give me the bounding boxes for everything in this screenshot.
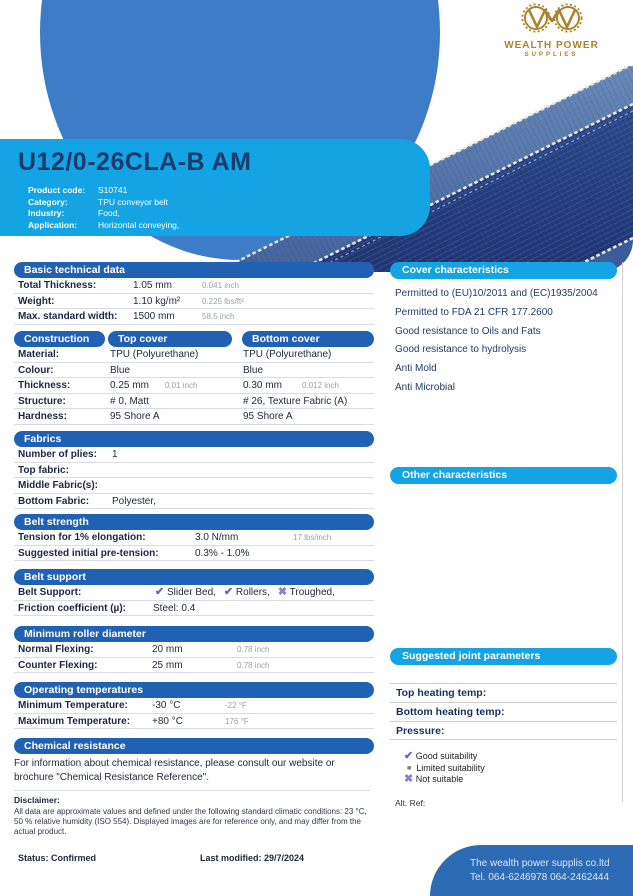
cross-icon: ✖ (404, 773, 414, 785)
table-row (14, 363, 374, 379)
logo-subtext: SUPPLIES (524, 52, 579, 58)
table-row (14, 658, 374, 674)
wealth-power-logo-icon (477, 0, 627, 36)
legend-label: Limited suitability (416, 762, 485, 773)
list-item: Permitted to FDA 21 CFR 177.2600 (395, 306, 553, 318)
meta-label: Category: (28, 196, 68, 207)
row-label: Colour: (18, 364, 54, 376)
row-label: Weight: (18, 295, 55, 307)
bottom-cover-value: Blue (243, 364, 264, 376)
section-header-suggested-joint-parameters: Suggested joint parameters (390, 648, 617, 665)
disclaimer (14, 795, 374, 837)
footer-phone: Tel. 064-6246978 064-2462444 (470, 872, 610, 883)
table-row (14, 278, 374, 294)
table-row: Bottom heating temp: (390, 702, 617, 721)
meta-value: Horizontal conveying, (98, 219, 180, 230)
table-row (14, 530, 374, 546)
meta-value: Food, (98, 208, 120, 218)
row-label: Number of plies: (18, 449, 97, 460)
row-label: Total Thickness: (18, 280, 97, 291)
table-row: Top heating temp: (390, 683, 617, 702)
section-basic-technical-data (14, 262, 374, 325)
column-header-bottom-cover: Bottom cover (242, 331, 374, 347)
meta-value: S10741 (98, 185, 128, 195)
table-row (14, 347, 374, 363)
section-header-cover-characteristics: Cover characteristics (390, 262, 617, 279)
row-alt-value: 17 lbs/inch (293, 533, 332, 542)
top-cover-alt: 0.01 inch (165, 381, 198, 390)
section-header: Minimum roller diameter (14, 626, 374, 642)
top-cover-value: 0.25 mm (110, 380, 149, 391)
row-value: 3.0 N/mm (195, 532, 239, 543)
table-row (14, 478, 374, 494)
belt-support-values (155, 585, 343, 600)
support-item (278, 587, 335, 598)
row-label: Counter Flexing: (18, 659, 98, 671)
row-alt-value: 58.5 inch (202, 312, 235, 321)
title-band (0, 139, 430, 236)
table-row (14, 294, 374, 310)
section-chemical-resistance (14, 738, 374, 791)
bottom-cover-alt: 0.012 inch (302, 381, 339, 390)
section-header: Belt support (14, 569, 374, 585)
list-item: Anti Microbial (395, 381, 456, 393)
legend-item (404, 751, 485, 763)
table-row (14, 394, 374, 410)
table-row (14, 601, 374, 617)
legend-item (404, 774, 485, 786)
bottom-cover-value: 0.30 mm (243, 380, 282, 391)
row-label: Thickness: (18, 380, 71, 391)
section-header: Belt strength (14, 514, 374, 530)
disclaimer-text: All data are approximate values and defined under the following standard climatic conditions: 23 °C, 50 % relative humidity (ISO 554). Displayed images are for reference only, and may differ from the actual product. (14, 807, 367, 836)
section-belt-strength (14, 514, 374, 561)
logo-text: WEALTH POWER (504, 40, 599, 51)
row-label: Normal Flexing: (18, 644, 94, 655)
row-value: +80 °C (152, 715, 183, 727)
last-modified-text: Last modified: 29/7/2024 (200, 853, 305, 863)
meta-label: Product code: (28, 185, 86, 195)
status-bar (14, 853, 374, 865)
table-row (14, 494, 374, 510)
product-title: U12/0-26CLA-B AM (18, 148, 252, 176)
section-minimum-roller-diameter (14, 626, 374, 673)
list-item: Permitted to (EU)10/2011 and (EC)1935/2004 (395, 288, 598, 299)
status-text: Status: Confirmed (18, 853, 97, 863)
row-value: 1500 mm (133, 311, 175, 322)
suitability-legend (404, 751, 485, 786)
row-alt-value: 0.78 inch (237, 645, 270, 654)
bottom-cover-value: # 26, Texture Fabric (A) (243, 395, 348, 407)
row-value: 1.10 kg/m² (133, 295, 181, 307)
top-cover-value: Blue (110, 364, 131, 376)
section-header: Construction (14, 331, 105, 347)
bottom-cover-value: TPU (Polyurethane) (243, 349, 332, 360)
support-item (155, 587, 216, 598)
check-icon: ✔ (223, 586, 234, 598)
list-item: Anti Mold (395, 363, 437, 375)
row-label: Hardness: (18, 411, 67, 422)
row-label: Maximum Temperature: (18, 715, 131, 727)
row-value: Steel: 0.4 (153, 602, 196, 614)
construction-headers (14, 331, 374, 347)
row-label: Belt Support: (18, 587, 82, 598)
list-item: Good resistance to hydrolysis (395, 344, 527, 356)
row-label: Friction coefficient (µ): (18, 602, 126, 614)
section-header: Fabrics (14, 431, 374, 447)
table-row (14, 714, 374, 730)
footer-company: The wealth power supplis co.ltd (470, 858, 610, 869)
table-row (14, 463, 374, 479)
support-item-label: Slider Bed, (167, 587, 216, 598)
table-row (14, 546, 374, 562)
right-column-divider (622, 262, 623, 802)
row-alt-value: 0.78 inch (237, 660, 270, 670)
bottom-cover-value: 95 Shore A (243, 411, 293, 422)
row-value: Polyester, (112, 495, 156, 507)
support-item (224, 587, 270, 598)
row-label: Middle Fabric(s): (18, 480, 99, 491)
check-icon: ✔ (404, 750, 414, 762)
table-row (14, 585, 374, 601)
square-icon: ■ (407, 764, 412, 772)
table-row (14, 642, 374, 658)
section-header: Basic technical data (14, 262, 374, 278)
top-cover-value: TPU (Polyurethane) (110, 349, 199, 360)
row-label: Minimum Temperature: (18, 700, 128, 711)
legend-item (404, 763, 485, 775)
cover-characteristics-list (395, 285, 598, 398)
row-value: 25 mm (152, 659, 183, 671)
row-alt-value: 0.041 inch (202, 281, 239, 290)
disclaimer-title: Disclaimer: (14, 795, 60, 805)
support-item-label: Troughed, (289, 587, 335, 598)
alt-ref-label: Alt. Ref: (395, 798, 426, 808)
section-operating-temperatures (14, 682, 374, 729)
row-label: Bottom Fabric: (18, 495, 90, 507)
row-label: Structure: (18, 395, 66, 407)
table-row (14, 409, 374, 425)
section-belt-support (14, 569, 374, 616)
support-item-label: Rollers, (235, 587, 270, 598)
row-value: 1 (112, 449, 118, 460)
legend-label: Good suitability (415, 751, 478, 761)
top-cover-value: 95 Shore A (110, 411, 160, 422)
row-value: 20 mm (152, 644, 183, 655)
table-row: Pressure: (390, 721, 617, 740)
row-alt-value: 0.225 lbs/ft² (202, 296, 244, 306)
footer (430, 845, 633, 896)
row-alt-value: 176 °F (225, 716, 249, 726)
row-value: -30 °C (152, 700, 181, 711)
legend-label: Not suitable (415, 774, 464, 784)
left-column (14, 262, 374, 863)
top-cover-value: # 0, Matt (110, 395, 149, 407)
joint-parameter-rows (390, 683, 617, 740)
table-row (14, 698, 374, 714)
list-item: Good resistance to Oils and Fats (395, 325, 541, 337)
meta-value: TPU conveyor belt (98, 196, 168, 207)
cross-icon: ✖ (277, 586, 288, 598)
row-label: Top fabric: (18, 464, 69, 476)
section-header: Operating temperatures (14, 682, 374, 698)
meta-label: Application: (28, 219, 78, 230)
section-construction (14, 331, 374, 425)
row-label: Max. standard width: (18, 311, 118, 322)
product-meta (28, 185, 179, 231)
row-value: 0.3% - 1.0% (195, 547, 250, 559)
table-row (14, 378, 374, 394)
column-header-top-cover: Top cover (108, 331, 232, 347)
table-row (14, 447, 374, 463)
section-header-other-characteristics: Other characteristics (390, 467, 617, 484)
row-label: Tension for 1% elongation: (18, 532, 146, 543)
section-header: Chemical resistance (14, 738, 374, 754)
table-row (14, 309, 374, 325)
chemical-resistance-text: For information about chemical resistance, please consult our website or brochure "Chemical Resistance Reference". (14, 757, 370, 791)
row-label: Suggested initial pre-tension: (18, 547, 159, 559)
company-logo (470, 0, 633, 66)
check-icon: ✔ (155, 586, 165, 598)
row-label: Material: (18, 349, 60, 360)
section-fabrics (14, 431, 374, 509)
row-alt-value: -22 °F (225, 701, 247, 710)
meta-label: Industry: (28, 208, 65, 218)
row-value: 1.05 mm (133, 280, 172, 291)
